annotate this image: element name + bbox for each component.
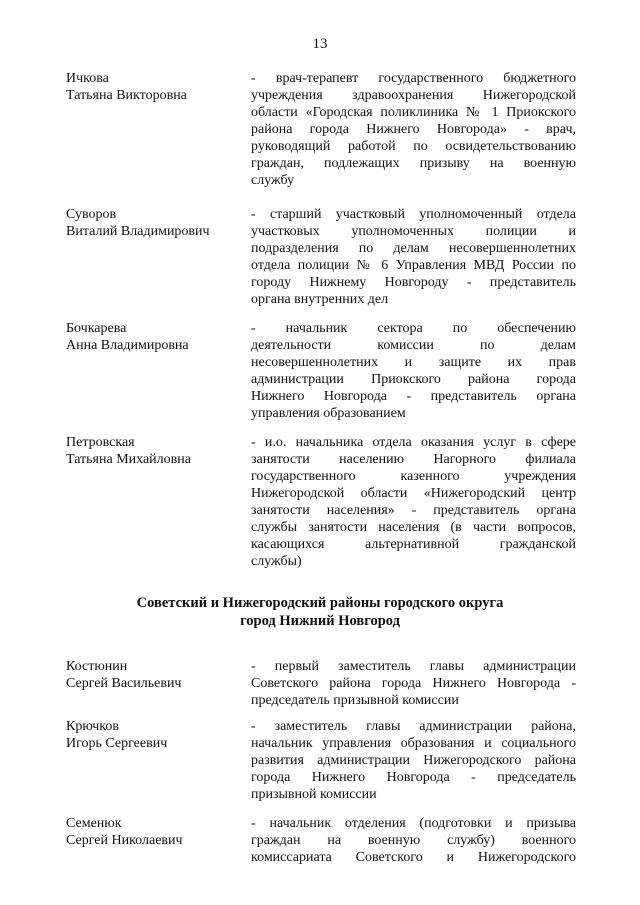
member-surname: Семенюк [66,816,122,831]
role-line: граждан на военную службу) военного [251,833,576,848]
role-line: занятости населения» - представитель органа [251,503,576,518]
role-line: занятости населению Нагорного филиала [251,452,576,467]
section-title-line: город Нижний Новгород [240,613,400,629]
role-line: участковых уполномоченных полиции и [251,224,576,239]
role-line: органа внутренних дел [251,292,389,307]
member-given-names: Сергей Николаевич [66,833,183,848]
member-given-names: Татьяна Викторовна [66,88,187,103]
member-name [66,815,236,849]
role-line: Нижнего Новгорода - представитель органа [251,389,576,404]
page-number: 13 [312,36,328,52]
role-line: службу [251,173,295,188]
member-surname: Крючков [66,719,120,734]
member-name [66,70,236,104]
role-line: государственного казенного учреждения [251,469,576,484]
role-line: Нижегородской области «Нижегородский центр [251,486,576,501]
role-line: управления образованием [251,406,406,421]
role-line: руководящий работой по освидетельствованию [251,139,576,154]
role-line: службы) [251,554,302,569]
member-given-names: Виталий Владимирович [66,224,210,239]
role-line: области «Городская поликлиника № 1 Приокского [251,105,576,120]
role-line: - врач-терапевт государственного бюджетного [251,71,576,86]
role-line: подразделения по делам несовершеннолетних [251,241,576,256]
member-surname: Суворов [66,207,117,222]
role-line: призывной комиссии [251,787,377,802]
role-line: начальник управления образования и социального [251,736,576,751]
role-line: учреждения здравоохранения Нижегородской [251,88,576,103]
member-role [251,718,576,803]
role-line: - и.о. начальника отдела оказания услуг в сфере [251,435,576,450]
member-role [251,320,576,422]
role-line: несовершеннолетних и защите их прав [251,355,576,370]
member-role [251,434,576,570]
role-line: Советского района города Нижнего Новгорода - [251,676,576,691]
role-line: администрации Приокского района города [251,372,576,387]
member-name [66,320,236,354]
member-name [66,206,236,240]
member-name [66,658,236,692]
member-role [251,815,576,866]
section-title [0,594,640,630]
role-line: комиссариата Советского и Нижегородского [251,850,576,865]
member-given-names: Татьяна Михайловна [66,452,191,467]
section-title-line: Советский и Нижегородский районы городского округа [136,595,504,611]
member-surname: Костюнин [66,659,128,674]
role-line: района города Нижнего Новгорода» - врач, [251,122,576,137]
member-surname: Бочкарева [66,321,127,336]
role-line: председатель призывной комиссии [251,693,459,708]
member-given-names: Игорь Сергеевич [66,736,168,751]
role-line: - старший участковый уполномоченный отдела [251,207,576,222]
role-line: граждан, подлежащих призыву на военную [251,156,576,171]
role-line: городу Нижнему Новгороду - представитель [251,275,576,290]
member-given-names: Сергей Васильевич [66,676,182,691]
member-surname: Ичкова [66,71,109,86]
role-line: города Нижнего Новгорода - председатель [251,770,576,785]
member-role [251,658,576,709]
member-role [251,70,576,189]
member-given-names: Анна Владимировна [66,338,189,353]
role-line: - первый заместитель главы администрации [251,659,576,674]
role-line: - начальник отделения (подготовки и призыва [251,816,576,831]
role-line: - заместитель главы администрации района, [251,719,576,734]
role-line: отдела полиции № 6 Управления МВД России по [251,258,576,273]
role-line: - начальник сектора по обеспечению [251,321,576,336]
member-name [66,718,236,752]
role-line: деятельности комиссии по делам [251,338,576,353]
member-name [66,434,236,468]
role-line: касающихся альтернативной гражданской [251,537,576,552]
member-surname: Петровская [66,435,135,450]
role-line: развития администрации Нижегородского района [251,753,576,768]
role-line: службы занятости населения (в части вопросов, [251,520,576,535]
member-role [251,206,576,308]
